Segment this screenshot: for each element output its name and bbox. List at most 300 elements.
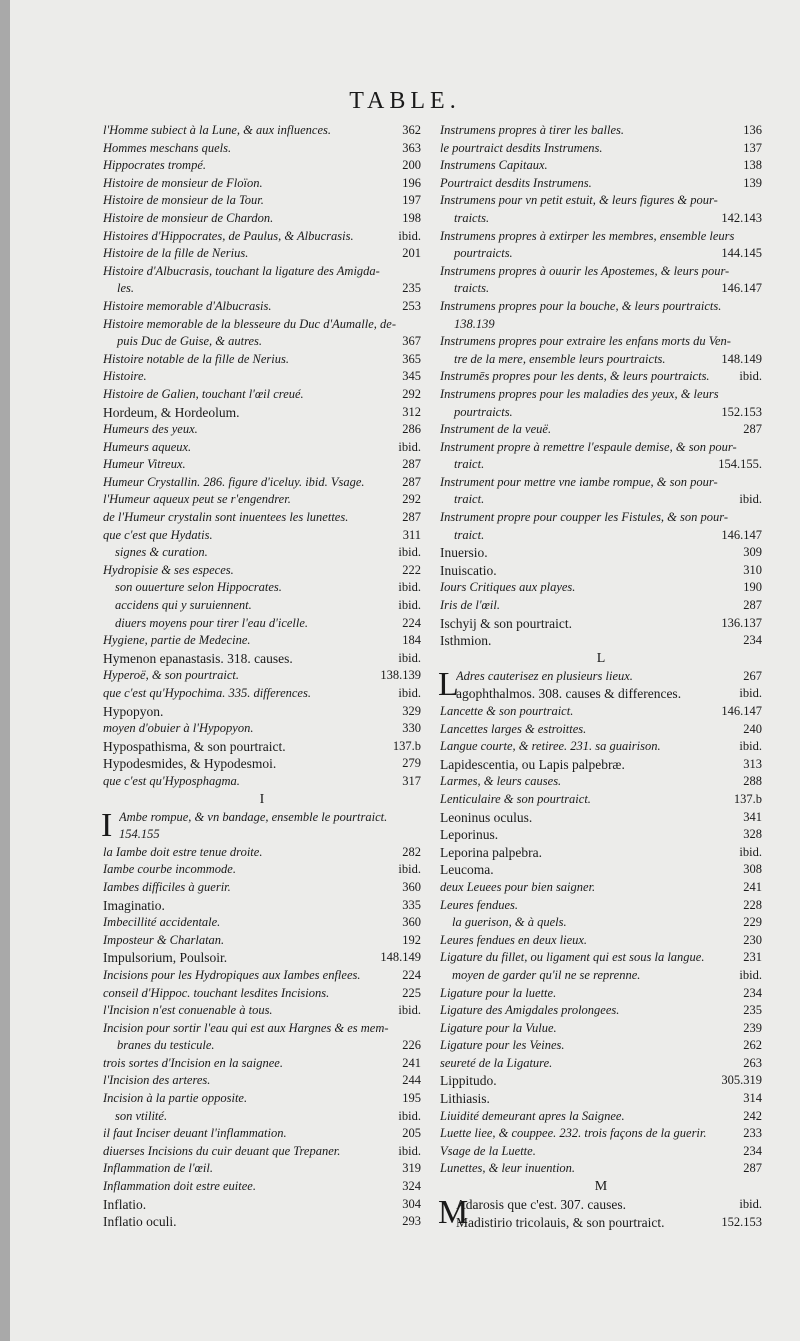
entry-text: Leporina palpebra. [440, 844, 542, 860]
index-entry [440, 316, 762, 334]
index-entry [103, 509, 421, 527]
entry-page-ref: 341 [743, 809, 762, 824]
entry-page-ref: 324 [402, 1179, 421, 1194]
entry-page-ref: 152.153 [721, 1214, 762, 1229]
index-entry [440, 509, 762, 527]
entry-text: Instrumens propres à ouurir les Apostemes, & leurs pour- [440, 263, 730, 278]
entry-page-ref: ibid. [739, 844, 762, 859]
index-entry [103, 667, 421, 685]
entry-text: moyen d'obuier à l'Hypopyon. [103, 721, 254, 736]
entry-text: Inflatio. [103, 1196, 147, 1212]
entry-page-ref: 241 [402, 1055, 421, 1070]
entry-text: Ligature pour la luette. [440, 985, 557, 1000]
entry-text: Hordeum, & Hordeolum. [103, 404, 240, 420]
entry-page-ref: 305.319 [721, 1073, 762, 1088]
index-entry [440, 773, 762, 791]
entry-text: Instrumens propres pour la bouche, & leurs pourtraicts. [440, 298, 722, 313]
entry-text: Histoires d'Hippocrates, de Paulus, & Albucrasis. [103, 228, 354, 243]
entry-page-ref: 146.147 [721, 704, 762, 718]
index-entry [103, 333, 421, 351]
index-entry [440, 1143, 762, 1161]
entry-page-ref: 136 [743, 123, 762, 137]
index-entry [103, 826, 421, 844]
index-entry [103, 228, 421, 246]
index-entry [103, 738, 421, 756]
entry-text: Hydropisie & ses especes. [103, 562, 234, 577]
entry-page-ref: 362 [402, 123, 421, 137]
entry-page-ref: 287 [743, 598, 762, 613]
entry-text: Imbecillité accidentale. [103, 915, 221, 930]
right-l-entry-list [440, 703, 762, 1178]
book-page [10, 0, 800, 1341]
index-entry [440, 1090, 762, 1108]
entry-page-ref: 224 [402, 967, 421, 982]
entry-text: diuerses Incisions du cuir deuant que Trepaner. [103, 1143, 341, 1158]
entry-page-ref: 279 [402, 756, 421, 771]
index-entry [440, 562, 762, 580]
entry-page-ref: 241 [743, 879, 762, 894]
entry-text: Inuersio. [440, 545, 488, 561]
entry-text: Humeurs aqueux. [103, 439, 192, 454]
index-entry [440, 122, 762, 140]
index-entry [440, 579, 762, 597]
entry-page-ref: ibid. [398, 580, 421, 595]
page-edge [0, 0, 10, 1341]
entry-text: que c'est qu'Hypochima. 335. differences. [103, 686, 311, 700]
index-entry [440, 756, 762, 774]
index-entry [103, 897, 421, 915]
entry-page-ref: 231 [743, 950, 762, 965]
index-entry [103, 809, 421, 827]
entry-page-ref: 139 [743, 175, 762, 190]
entry-page-ref: 262 [743, 1038, 762, 1053]
entry-page-ref: 308 [743, 862, 762, 877]
entry-page-ref: 234 [743, 633, 762, 648]
index-entry [103, 1072, 421, 1090]
entry-text: Lancettes larges & estroittes. [440, 721, 587, 736]
entry-page-ref: 137.b [733, 791, 762, 806]
entry-text: Instrument de la veuë. [440, 422, 552, 437]
entry-page-ref: 195 [402, 1091, 421, 1106]
entry-text: Histoire de Galien, touchant l'œil creué. [103, 386, 304, 401]
entry-page-ref: 282 [402, 844, 421, 859]
entry-page-ref: 239 [743, 1020, 762, 1035]
index-entry [440, 738, 762, 756]
entry-page-ref: 154.155. [718, 457, 762, 472]
index-entry [103, 386, 421, 404]
entry-page-ref: 319 [402, 1161, 421, 1176]
index-entry [103, 474, 421, 492]
index-entry [103, 1196, 421, 1214]
entry-page-ref: ibid. [739, 739, 762, 754]
entry-text: Larmes, & leurs causes. [440, 774, 562, 789]
entry-page-ref: 152.153 [721, 404, 762, 419]
index-entry [440, 474, 762, 492]
entry-page-ref: ibid. [398, 1003, 421, 1018]
entry-text: traict. [454, 457, 485, 472]
index-entry [103, 1125, 421, 1143]
index-entry [103, 685, 421, 703]
index-entry [103, 1178, 421, 1196]
entry-page-ref: 196 [402, 175, 421, 190]
entry-text: Hyperoë, & son pourtraict. [103, 668, 239, 683]
right-entry-list [440, 122, 762, 650]
entry-page-ref: ibid. [739, 686, 762, 701]
entry-text: Hippocrates trompé. [103, 158, 206, 173]
entry-text: Leporinus. [440, 827, 499, 843]
entry-text: Histoire notable de la fille de Nerius. [103, 351, 289, 366]
index-entry [103, 562, 421, 580]
entry-page-ref: ibid. [398, 686, 421, 700]
entry-text: Lancette & son pourtraict. [440, 704, 574, 718]
entry-page-ref: 234 [743, 985, 762, 1000]
entry-text: l'Homme subiect à la Lune, & aux influences. [103, 123, 331, 137]
entry-text: traicts. [454, 281, 490, 296]
entry-text: Lippitudo. [440, 1073, 497, 1089]
entry-text: Ligature pour la Vulue. [440, 1020, 557, 1035]
index-entry [440, 721, 762, 739]
entry-text: 138.139 [454, 316, 495, 331]
entry-text: Liuidité demeurant apres la Saignee. [440, 1108, 625, 1123]
entry-page-ref: 142.143 [721, 210, 762, 225]
index-entry [440, 404, 762, 422]
entry-text: son ouuerture selon Hippocrates. [115, 580, 282, 595]
index-entry [440, 1020, 762, 1038]
entry-page-ref: 242 [743, 1108, 762, 1123]
entry-text: seureté de la Ligature. [440, 1055, 553, 1070]
index-entry [440, 791, 762, 809]
entry-page-ref: 292 [402, 492, 421, 507]
entry-page-ref: 317 [402, 773, 421, 788]
entry-page-ref: 234 [743, 1143, 762, 1158]
entry-page-ref: ibid. [398, 650, 421, 665]
right-column [440, 122, 762, 1231]
entry-text: Instrumēs propres pour les dents, & leurs pourtraicts. [440, 369, 710, 384]
index-entry [103, 263, 421, 281]
index-entry [103, 615, 421, 633]
entry-text: Instrumens propres pour extraire les enfans morts du Ven- [440, 334, 731, 349]
entry-text: conseil d'Hippoc. touchant lesdites Incisions. [103, 985, 330, 1000]
index-entry [440, 1214, 762, 1232]
index-entry [440, 333, 762, 351]
index-entry [103, 544, 421, 562]
left-i-drop-entries [101, 806, 421, 844]
index-entry [103, 914, 421, 932]
entry-page-ref: ibid. [398, 228, 421, 243]
entry-text: Iambes difficiles à guerir. [103, 879, 231, 894]
entry-text: Leucoma. [440, 862, 494, 878]
entry-text: Histoire de la fille de Nerius. [103, 246, 249, 261]
index-entry [440, 421, 762, 439]
entry-text: Impulsorium, Poulsoir. [103, 950, 228, 966]
entry-text: Instrumens propres à tirer les balles. [440, 123, 625, 137]
left-entry-list [103, 122, 421, 791]
entry-page-ref: 138 [743, 158, 762, 173]
index-entry [103, 527, 421, 545]
index-entry [103, 861, 421, 879]
entry-text: que c'est qu'Hyposphagma. [103, 773, 240, 788]
index-entry [103, 439, 421, 457]
index-entry [440, 1108, 762, 1126]
entry-page-ref: 292 [402, 386, 421, 401]
entry-page-ref: 311 [402, 527, 421, 542]
index-entry [103, 844, 421, 862]
entry-text: Incision pour sortir l'eau qui est aux Hargnes & es mem- [103, 1020, 389, 1035]
index-entry [440, 175, 762, 193]
entry-text: la guerison, & à quels. [452, 915, 567, 930]
index-entry [103, 597, 421, 615]
entry-text: Iris de l'œil. [440, 598, 500, 613]
entry-text: Instrumens propres à extirper les membres, ensemble leurs [440, 228, 735, 243]
entry-text: 154.155 [119, 827, 160, 842]
entry-text: il faut Inciser deuant l'inflammation. [103, 1126, 287, 1141]
index-entry [103, 491, 421, 509]
entry-text: Humeur Crystallin. 286. figure d'iceluy. ibid. Vsage. [103, 474, 365, 489]
entry-page-ref: ibid. [398, 1108, 421, 1123]
entry-page-ref: ibid. [398, 598, 421, 613]
index-entry [103, 1090, 421, 1108]
index-entry [103, 932, 421, 950]
entry-page-ref: 225 [402, 985, 421, 1000]
entry-page-ref: 365 [402, 351, 421, 366]
entry-text: Leoninus oculus. [440, 809, 533, 825]
index-entry [440, 298, 762, 316]
entry-text: Incisions pour les Hydropiques aux Iambes enflees. [103, 967, 361, 982]
index-entry [103, 192, 421, 210]
entry-text: trois sortes d'Incision en la saignee. [103, 1055, 283, 1070]
index-entry [440, 351, 762, 369]
entry-page-ref: 286 [402, 422, 421, 437]
entry-text: Histoire de monsieur de la Tour. [103, 193, 264, 208]
entry-page-ref: 197 [402, 193, 421, 208]
entry-page-ref: 226 [402, 1038, 421, 1053]
entry-text: traict. [454, 527, 485, 542]
dropcap-block-l [438, 665, 762, 703]
index-entry [440, 685, 762, 703]
entry-page-ref: 137.b [392, 738, 421, 753]
entry-page-ref: 198 [402, 210, 421, 225]
index-entry [440, 491, 762, 509]
entry-page-ref: 287 [402, 457, 421, 472]
index-entry [103, 298, 421, 316]
entry-page-ref: 330 [402, 721, 421, 736]
index-entry [440, 615, 762, 633]
entry-text: Imaginatio. [103, 897, 165, 913]
index-entry [103, 1037, 421, 1055]
entry-page-ref: 313 [743, 756, 762, 771]
index-entry [103, 280, 421, 298]
entry-page-ref: 360 [402, 915, 421, 930]
entry-text: Leures fendues. [440, 897, 518, 912]
entry-page-ref: ibid. [739, 967, 762, 982]
entry-page-ref: 228 [743, 897, 762, 912]
index-entry [440, 861, 762, 879]
index-entry [103, 1160, 421, 1178]
entry-text: Isthmion. [440, 633, 492, 649]
index-entry [440, 210, 762, 228]
entry-page-ref: 304 [402, 1196, 421, 1211]
index-entry [440, 1160, 762, 1178]
index-entry [103, 456, 421, 474]
index-entry [103, 1055, 421, 1073]
entry-page-ref: ibid. [398, 1143, 421, 1158]
index-entry [103, 879, 421, 897]
page-title: TABLE. [349, 88, 461, 114]
index-entry [440, 826, 762, 844]
index-entry [440, 245, 762, 263]
entry-page-ref: 288 [743, 774, 762, 789]
entry-text: les. [117, 281, 135, 296]
index-entry [103, 720, 421, 738]
entry-text: Hypopyon. [103, 703, 164, 719]
index-entry [440, 914, 762, 932]
index-entry [103, 632, 421, 650]
entry-text: puis Duc de Guise, & autres. [117, 334, 263, 349]
entry-text: agophthalmos. 308. causes & differences. [456, 686, 682, 702]
entry-text: Histoire de monsieur de Chardon. [103, 210, 274, 225]
entry-page-ref: 287 [743, 422, 762, 437]
index-entry [103, 985, 421, 1003]
entry-text: Imposteur & Charlatan. [103, 932, 225, 947]
index-entry [440, 897, 762, 915]
entry-text: son vtilité. [115, 1108, 168, 1123]
entry-text: Hypospathisma, & son pourtraict. [103, 738, 286, 754]
entry-page-ref: 360 [402, 879, 421, 894]
entry-page-ref: 312 [402, 404, 421, 419]
index-entry [103, 1002, 421, 1020]
entry-page-ref: 230 [743, 932, 762, 947]
index-entry [103, 1143, 421, 1161]
entry-page-ref: 363 [402, 140, 421, 155]
entry-text: Histoire memorable de la blesseure du Duc d'Aumalle, de- [103, 316, 397, 331]
entry-text: de l'Humeur crystalin sont inuentees les lunettes. [103, 510, 349, 525]
index-entry [103, 175, 421, 193]
entry-page-ref: 146.147 [721, 281, 762, 296]
index-entry [103, 404, 421, 422]
dropcap-l: L [438, 665, 459, 703]
index-entry [440, 228, 762, 246]
index-entry [103, 1020, 421, 1038]
entry-text: Hygiene, partie de Medecine. [103, 633, 251, 648]
index-entry [440, 1002, 762, 1020]
entry-text: Instrument propre à remettre l'espaule demise, & son pour- [440, 439, 737, 454]
index-entry [103, 1213, 421, 1231]
entry-text: Ligature pour les Veines. [440, 1038, 565, 1053]
index-entry [440, 192, 762, 210]
index-entry [103, 703, 421, 721]
entry-page-ref: 310 [743, 562, 762, 577]
entry-page-ref: 314 [743, 1091, 762, 1106]
entry-text: Instrumens pour vn petit estuit, & leurs figures & pour- [440, 193, 718, 208]
entry-text: Instrumens propres pour les maladies des yeux, & leurs [440, 386, 719, 401]
index-entry [440, 386, 762, 404]
index-entry [440, 1055, 762, 1073]
section-letter-i: I [259, 791, 265, 807]
entry-page-ref: ibid. [398, 439, 421, 454]
entry-page-ref: 287 [402, 510, 421, 525]
entry-page-ref: 345 [402, 369, 421, 384]
entry-text: diuers moyens pour tirer l'eau d'icelle. [115, 615, 309, 630]
entry-text: Hypodesmides, & Hypodesmoi. [103, 756, 277, 772]
entry-page-ref: 136.137 [721, 615, 762, 630]
entry-page-ref: 190 [743, 580, 762, 595]
index-entry [103, 967, 421, 985]
entry-text: pourtraicts. [454, 246, 513, 261]
left-i-entry-list [103, 844, 421, 1231]
entry-page-ref: 328 [743, 827, 762, 842]
right-m-drop-entries [440, 1196, 762, 1231]
index-entry [103, 1108, 421, 1126]
index-entry [440, 1125, 762, 1143]
section-letter-m: M [594, 1179, 608, 1195]
entry-text: Ligature du fillet, ou ligament qui est sous la langue. [440, 950, 705, 965]
entry-text: pourtraicts. [454, 404, 513, 419]
entry-page-ref: 146.147 [721, 527, 762, 542]
entry-page-ref: 293 [402, 1214, 421, 1229]
entry-text: l'Incision n'est conuenable à tous. [103, 1003, 273, 1018]
entry-text: que c'est que Hydatis. [103, 527, 213, 542]
entry-text: Hommes meschans quels. [103, 140, 232, 155]
entry-text: Pourtraict desdits Instrumens. [440, 175, 592, 190]
index-entry [103, 421, 421, 439]
index-entry [103, 755, 421, 773]
entry-text: Inflatio oculi. [103, 1214, 177, 1230]
entry-page-ref: 267 [743, 668, 762, 683]
entry-text: Madistirio tricolauis, & son pourtraict. [456, 1214, 665, 1230]
entry-page-ref: 309 [743, 545, 762, 560]
entry-text: signes & curation. [115, 545, 208, 560]
entry-page-ref: 148.149 [380, 950, 421, 965]
entry-page-ref: 329 [402, 703, 421, 718]
index-entry [440, 967, 762, 985]
index-entry [440, 456, 762, 474]
index-entry [103, 316, 421, 334]
entry-text: Leures fendues en deux lieux. [440, 932, 588, 947]
entry-page-ref: 224 [402, 615, 421, 630]
entry-text: Instrument propre pour coupper les Fistules, & son pour- [440, 510, 729, 525]
entry-page-ref: ibid. [739, 492, 762, 507]
entry-page-ref: 184 [402, 633, 421, 648]
entry-page-ref: 148.149 [721, 351, 762, 366]
index-entry [440, 809, 762, 827]
entry-page-ref: 222 [402, 562, 421, 577]
right-l-drop-entries [438, 665, 762, 703]
dropcap-block-m [440, 1196, 762, 1231]
entry-text: traict. [454, 492, 485, 507]
index-entry [440, 527, 762, 545]
entry-text: Histoire d'Albucrasis, touchant la ligature des Amigda- [103, 263, 380, 278]
index-entry [103, 579, 421, 597]
entry-text: Vsage de la Luette. [440, 1143, 536, 1158]
entry-text: Instrumens Capitaux. [440, 158, 548, 173]
index-entry [103, 949, 421, 967]
entry-text: accidens qui y suruiennent. [115, 598, 252, 613]
index-entry [103, 368, 421, 386]
entry-page-ref: 263 [743, 1055, 762, 1070]
entry-page-ref: 235 [743, 1003, 762, 1018]
entry-page-ref: 200 [402, 158, 421, 173]
section-letter-l: L [596, 650, 606, 666]
entry-page-ref: 201 [402, 246, 421, 261]
entry-page-ref: 335 [402, 897, 421, 912]
index-entry [440, 597, 762, 615]
index-entry [440, 280, 762, 298]
entry-text: Incision à la partie opposite. [103, 1091, 248, 1106]
entry-text: le pourtraict desdits Instrumens. [440, 140, 603, 155]
entry-text: Lunettes, & leur inuention. [440, 1161, 576, 1176]
index-entry [440, 844, 762, 862]
entry-text: tre de la mere, ensemble leurs pourtraicts. [454, 351, 666, 366]
